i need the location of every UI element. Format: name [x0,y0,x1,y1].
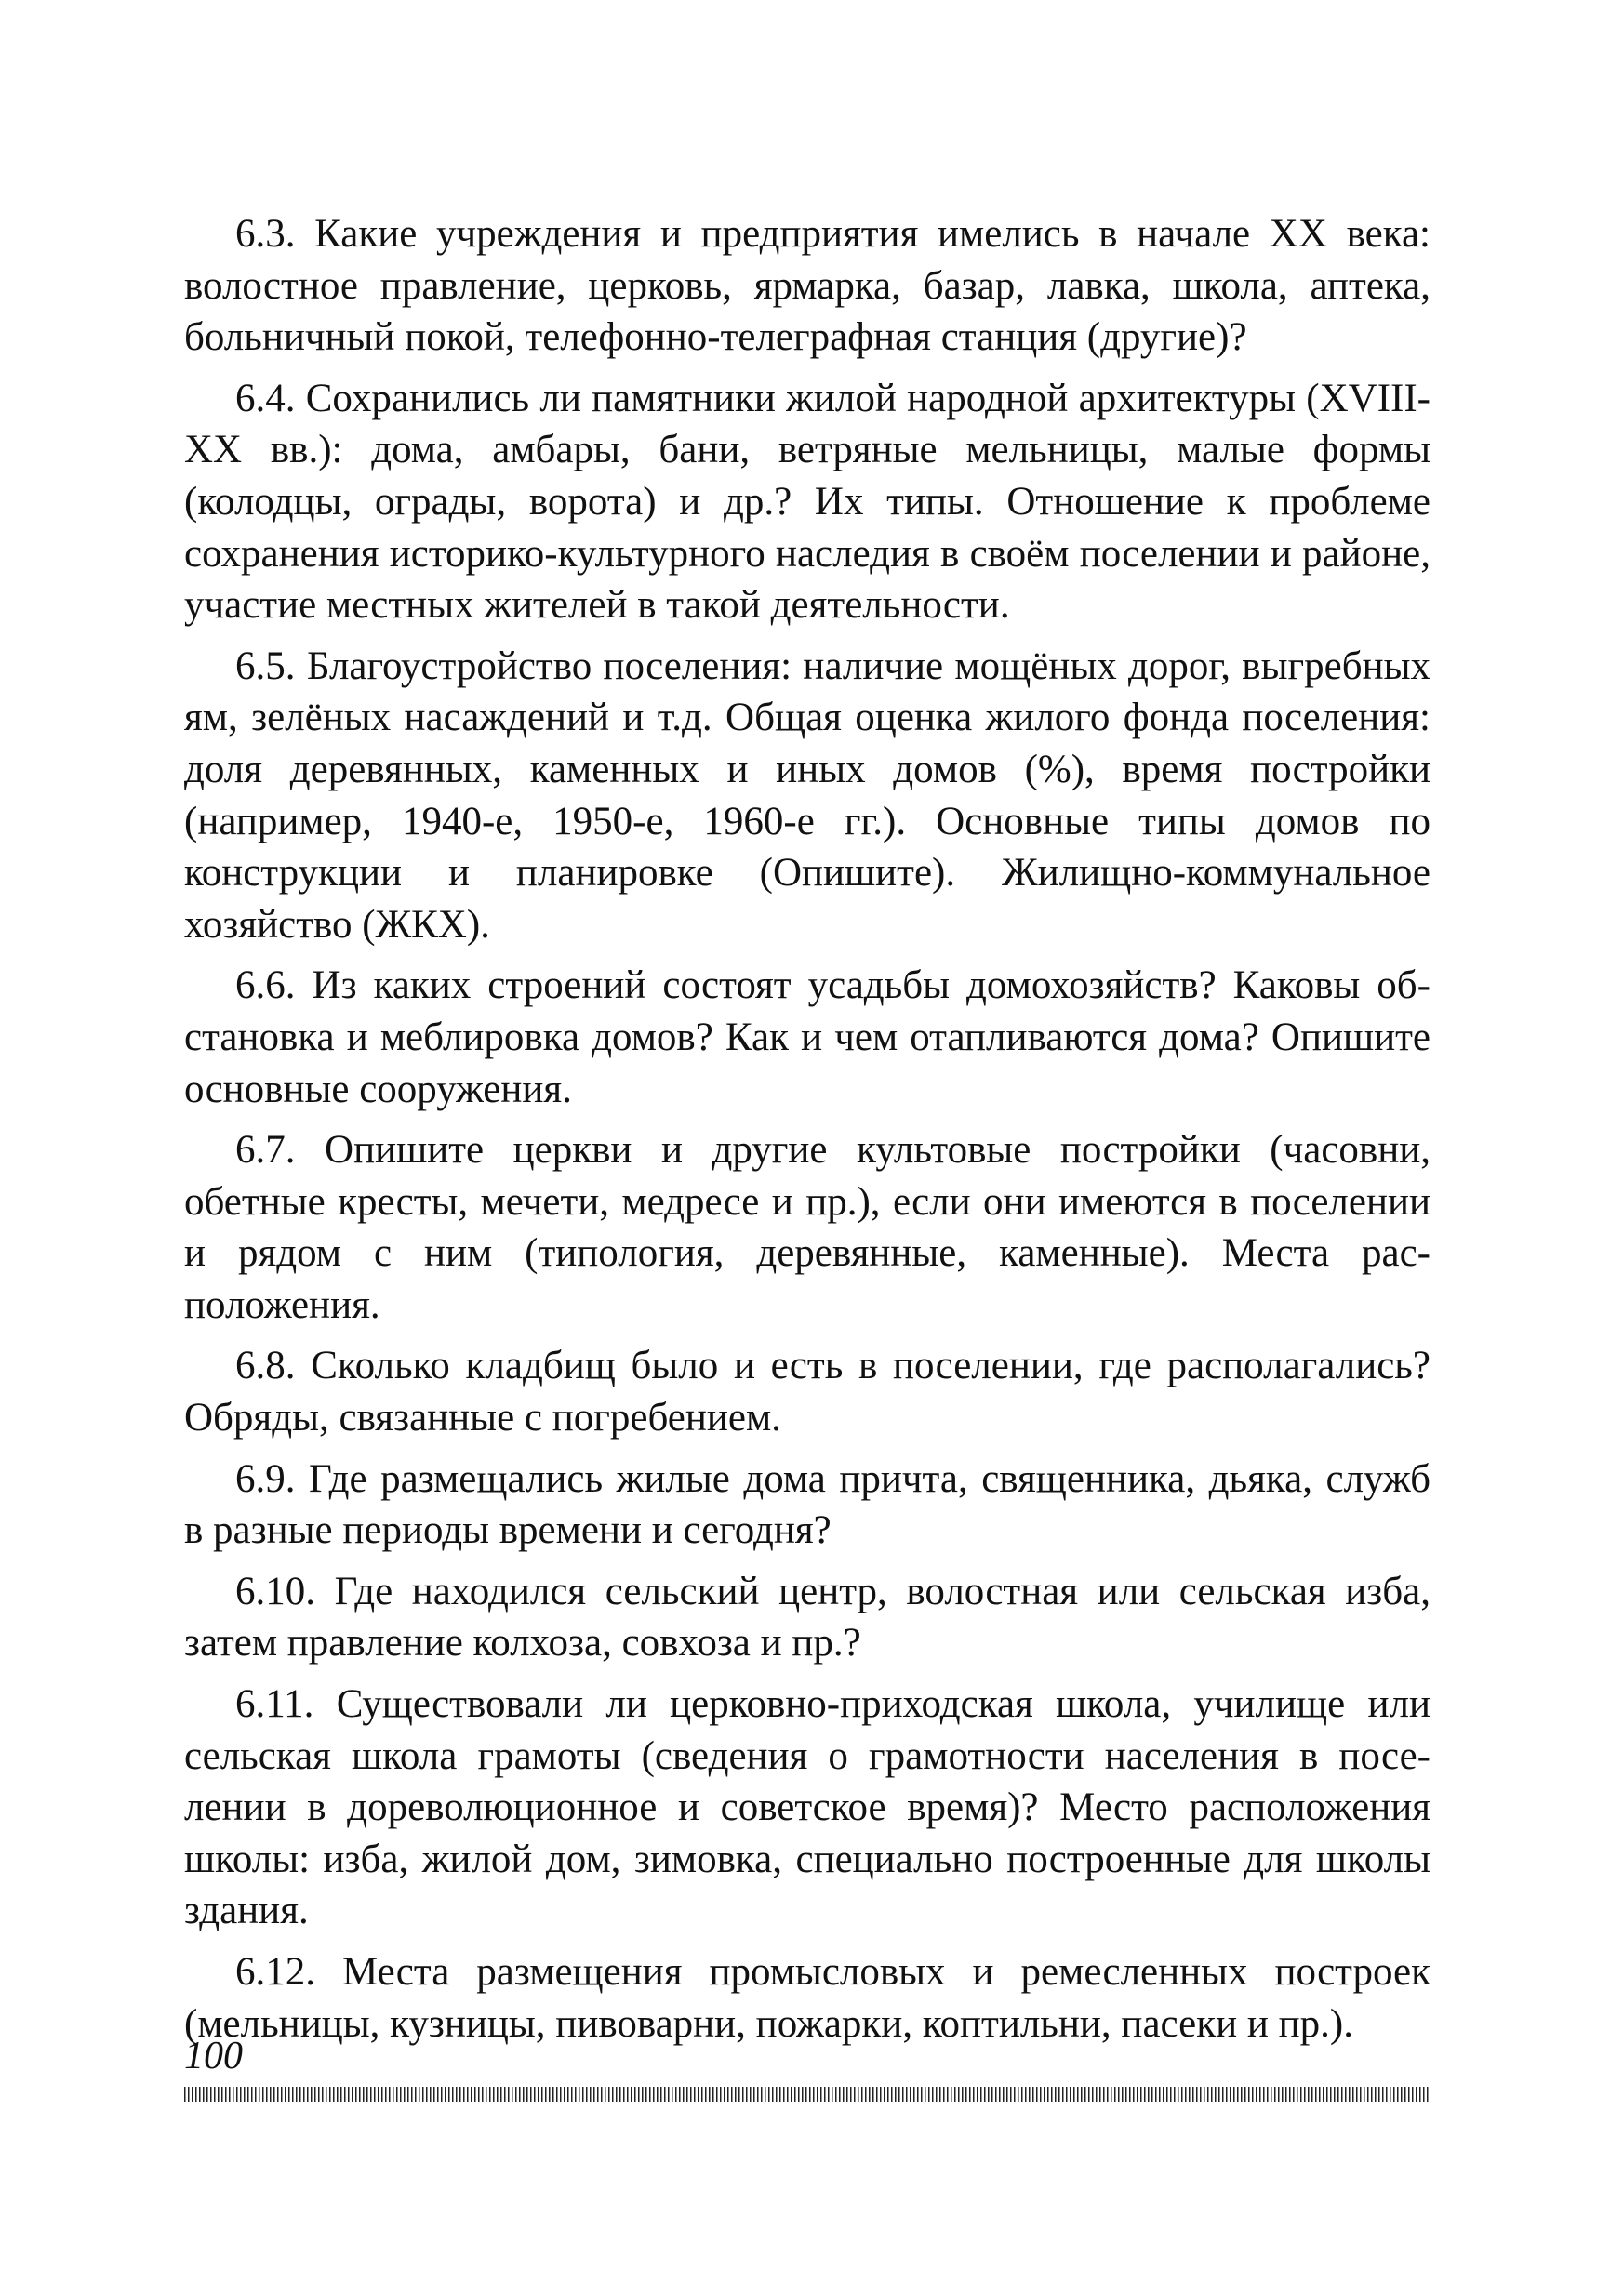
question-6-12: 6.12. Места размещения промысловых и ремесленных построек (мельницы, кузницы, пивоварни, пожарки, коптильни, пасеки и пр.). [184,1950,1430,2046]
question-6-10: 6.10. Где находился сельский центр, волостная или сельская изба, затем правление колхоза, совхоза и пр.? [184,1569,1430,1666]
question-6-3: 6.3. Какие учреждения и предприятия имелись в начале XX века: волостное правление, церковь, ярмарка, базар, лавка, школа, аптека, больничный покой, телефонно-телеграфная станция (другие)? [184,212,1430,360]
question-6-5: 6.5. Благоустройство поселения: наличие мощёных дорог, выгребных ям, зелёных насаждений и т.д. Общая оценка жилого фонда поселения: доля деревянных, каменных и иных домов (%), время постройки (например, 1940-е, 1950-е, 1960-е гг.). Основные типы домов по конструкции и планировке (Опишите). Жилищно-коммунальное хозяйство (ЖКХ). [184,644,1430,947]
page-number: 100 [184,2035,243,2077]
question-6-9: 6.9. Где размещались жилые дома причта, священника, дьяка, служб в разные периоды времени и сегодня? [184,1456,1430,1553]
question-6-7: 6.7. Опишите церкви и другие культовые постройки (часовни, обетные кресты, мечети, медресе и пр.), если они имеются в поселении и рядом с ним (типология, деревянные, каменные). Места расположения. [184,1128,1430,1327]
question-6-8: 6.8. Сколько кладбищ было и есть в поселении, где располагались? Обряды, связанные с погребением. [184,1344,1430,1440]
page-footer [184,2033,1430,2102]
question-6-4: 6.4. Сохранились ли памятники жилой народной архитектуры (XVIII-XX вв.): дома, амбары, бани, ветряные мельницы, малые формы (колодцы, ограды, ворота) и др.? Их типы. Отношение к проблеме сохранения историко-культурного наследия в своём поселении и районе, участие местных жителей в такой деятельности. [184,376,1430,628]
page-body [184,208,1430,2059]
question-6-6: 6.6. Из каких строений состоят усадьбы домохозяйств? Каковы обстановка и меблировка домов? Как и чем отапливаются дома? Опишите основные сооружения. [184,963,1430,1111]
footer-dotted-rule [184,2087,1430,2102]
question-6-11: 6.11. Существовали ли церковно-приходская школа, училище или сельская школа грамоты (сведения о грамотности населения в поселении в дореволюционное и советское время)? Место расположения школы: изба, жилой дом, зимовка, специально построенные для школы здания. [184,1682,1430,1933]
